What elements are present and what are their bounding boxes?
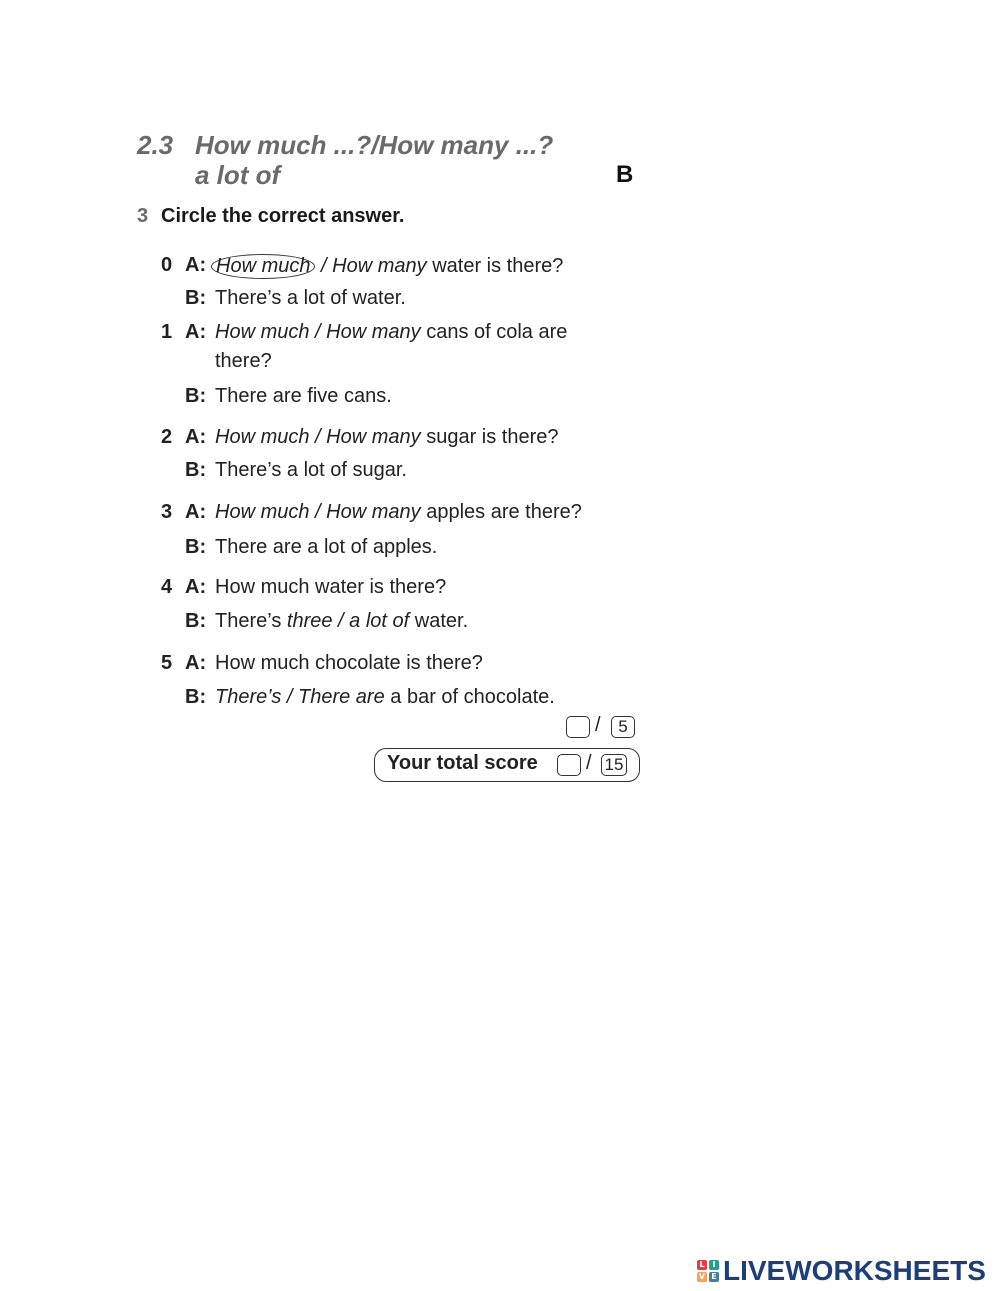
answer-option[interactable]: How much [215,426,310,448]
question-text: cans of cola are [420,321,568,343]
logo-tile: V [698,1272,706,1281]
answer-text: a bar of chocolate. [384,686,555,708]
answer-option[interactable]: How much [211,254,315,279]
option-separator: / [309,321,327,343]
answer-line-b: There are five cans. [215,385,392,407]
item-number: 5 [161,652,173,674]
item-number: 0 [161,254,173,276]
item-number: 3 [161,501,173,523]
score-slash: / [595,714,601,736]
exercise-instruction: Circle the correct answer. [161,205,405,227]
question-line-a [215,426,559,449]
answer-option[interactable]: How much [215,501,310,523]
speaker-b-label: B: [185,536,207,558]
section-number: 2.3 [137,130,174,160]
item-number: 2 [161,426,173,448]
question-line-a [215,501,582,524]
logo-tile: I [709,1260,719,1270]
logo-icon [697,1260,719,1282]
question-line-a: How much chocolate is there? [215,652,483,674]
question-text: sugar is there? [420,426,559,448]
speaker-a-label: A: [185,321,207,343]
section-title-line1: How much ...?/How many ...? [195,130,554,160]
answer-line-b: There’s a lot of sugar. [215,459,407,481]
section-title-line2: a lot of [195,160,281,190]
answer-line-b [215,686,555,709]
option-separator: / [315,255,333,277]
answer-option[interactable]: How much [215,321,310,343]
option-separator: / [281,686,298,708]
answer-option[interactable]: How many [326,501,421,523]
answer-text: There’s [215,610,287,632]
speaker-b-label: B: [185,686,207,708]
total-score-max: 15 [601,754,627,776]
answer-option[interactable]: There are [298,686,385,708]
score-max: 5 [611,716,635,738]
answer-text: water. [409,610,469,632]
answer-line-b [215,610,468,633]
speaker-b-label: B: [185,385,207,407]
question-line-continued: there? [215,350,272,372]
item-number: 4 [161,576,173,598]
question-text: water is there? [426,255,564,277]
answer-option[interactable]: How many [326,426,421,448]
logo-tile: L [697,1260,707,1270]
exercise-number: 3 [137,205,149,227]
liveworksheets-logo [697,1255,986,1287]
total-score-slash: / [586,752,592,774]
speaker-a-label: A: [185,426,207,448]
score-input-box[interactable] [566,716,590,738]
speaker-a-label: A: [185,652,207,674]
speaker-a-label: A: [185,501,207,523]
option-separator: / [332,610,350,632]
question-line-a [215,254,563,279]
total-score-input-box[interactable] [557,754,581,776]
speaker-b-label: B: [185,610,207,632]
total-score-label: Your total score [387,752,538,774]
logo-tile: E [709,1272,719,1282]
question-text: apples are there? [420,501,582,523]
speaker-a-label: A: [185,576,207,598]
answer-option[interactable]: three [286,610,333,632]
speaker-a-label: A: [185,254,207,276]
level-badge: B [616,161,634,188]
answer-line-b: There are a lot of apples. [215,536,438,558]
answer-line-b: There’s a lot of water. [215,287,406,309]
item-number: 1 [161,321,173,343]
answer-option[interactable]: There’s [215,686,282,708]
speaker-b-label: B: [185,287,207,309]
option-separator: / [309,501,327,523]
option-separator: / [309,426,327,448]
question-line-a: How much water is there? [215,576,447,598]
answer-option[interactable]: How many [326,321,421,343]
question-line-a [215,321,567,344]
speaker-b-label: B: [185,459,207,481]
answer-option[interactable]: How many [332,255,427,277]
answer-option[interactable]: a lot of [349,610,410,632]
brand-name: LIVEWORKSHEETS [723,1255,986,1286]
